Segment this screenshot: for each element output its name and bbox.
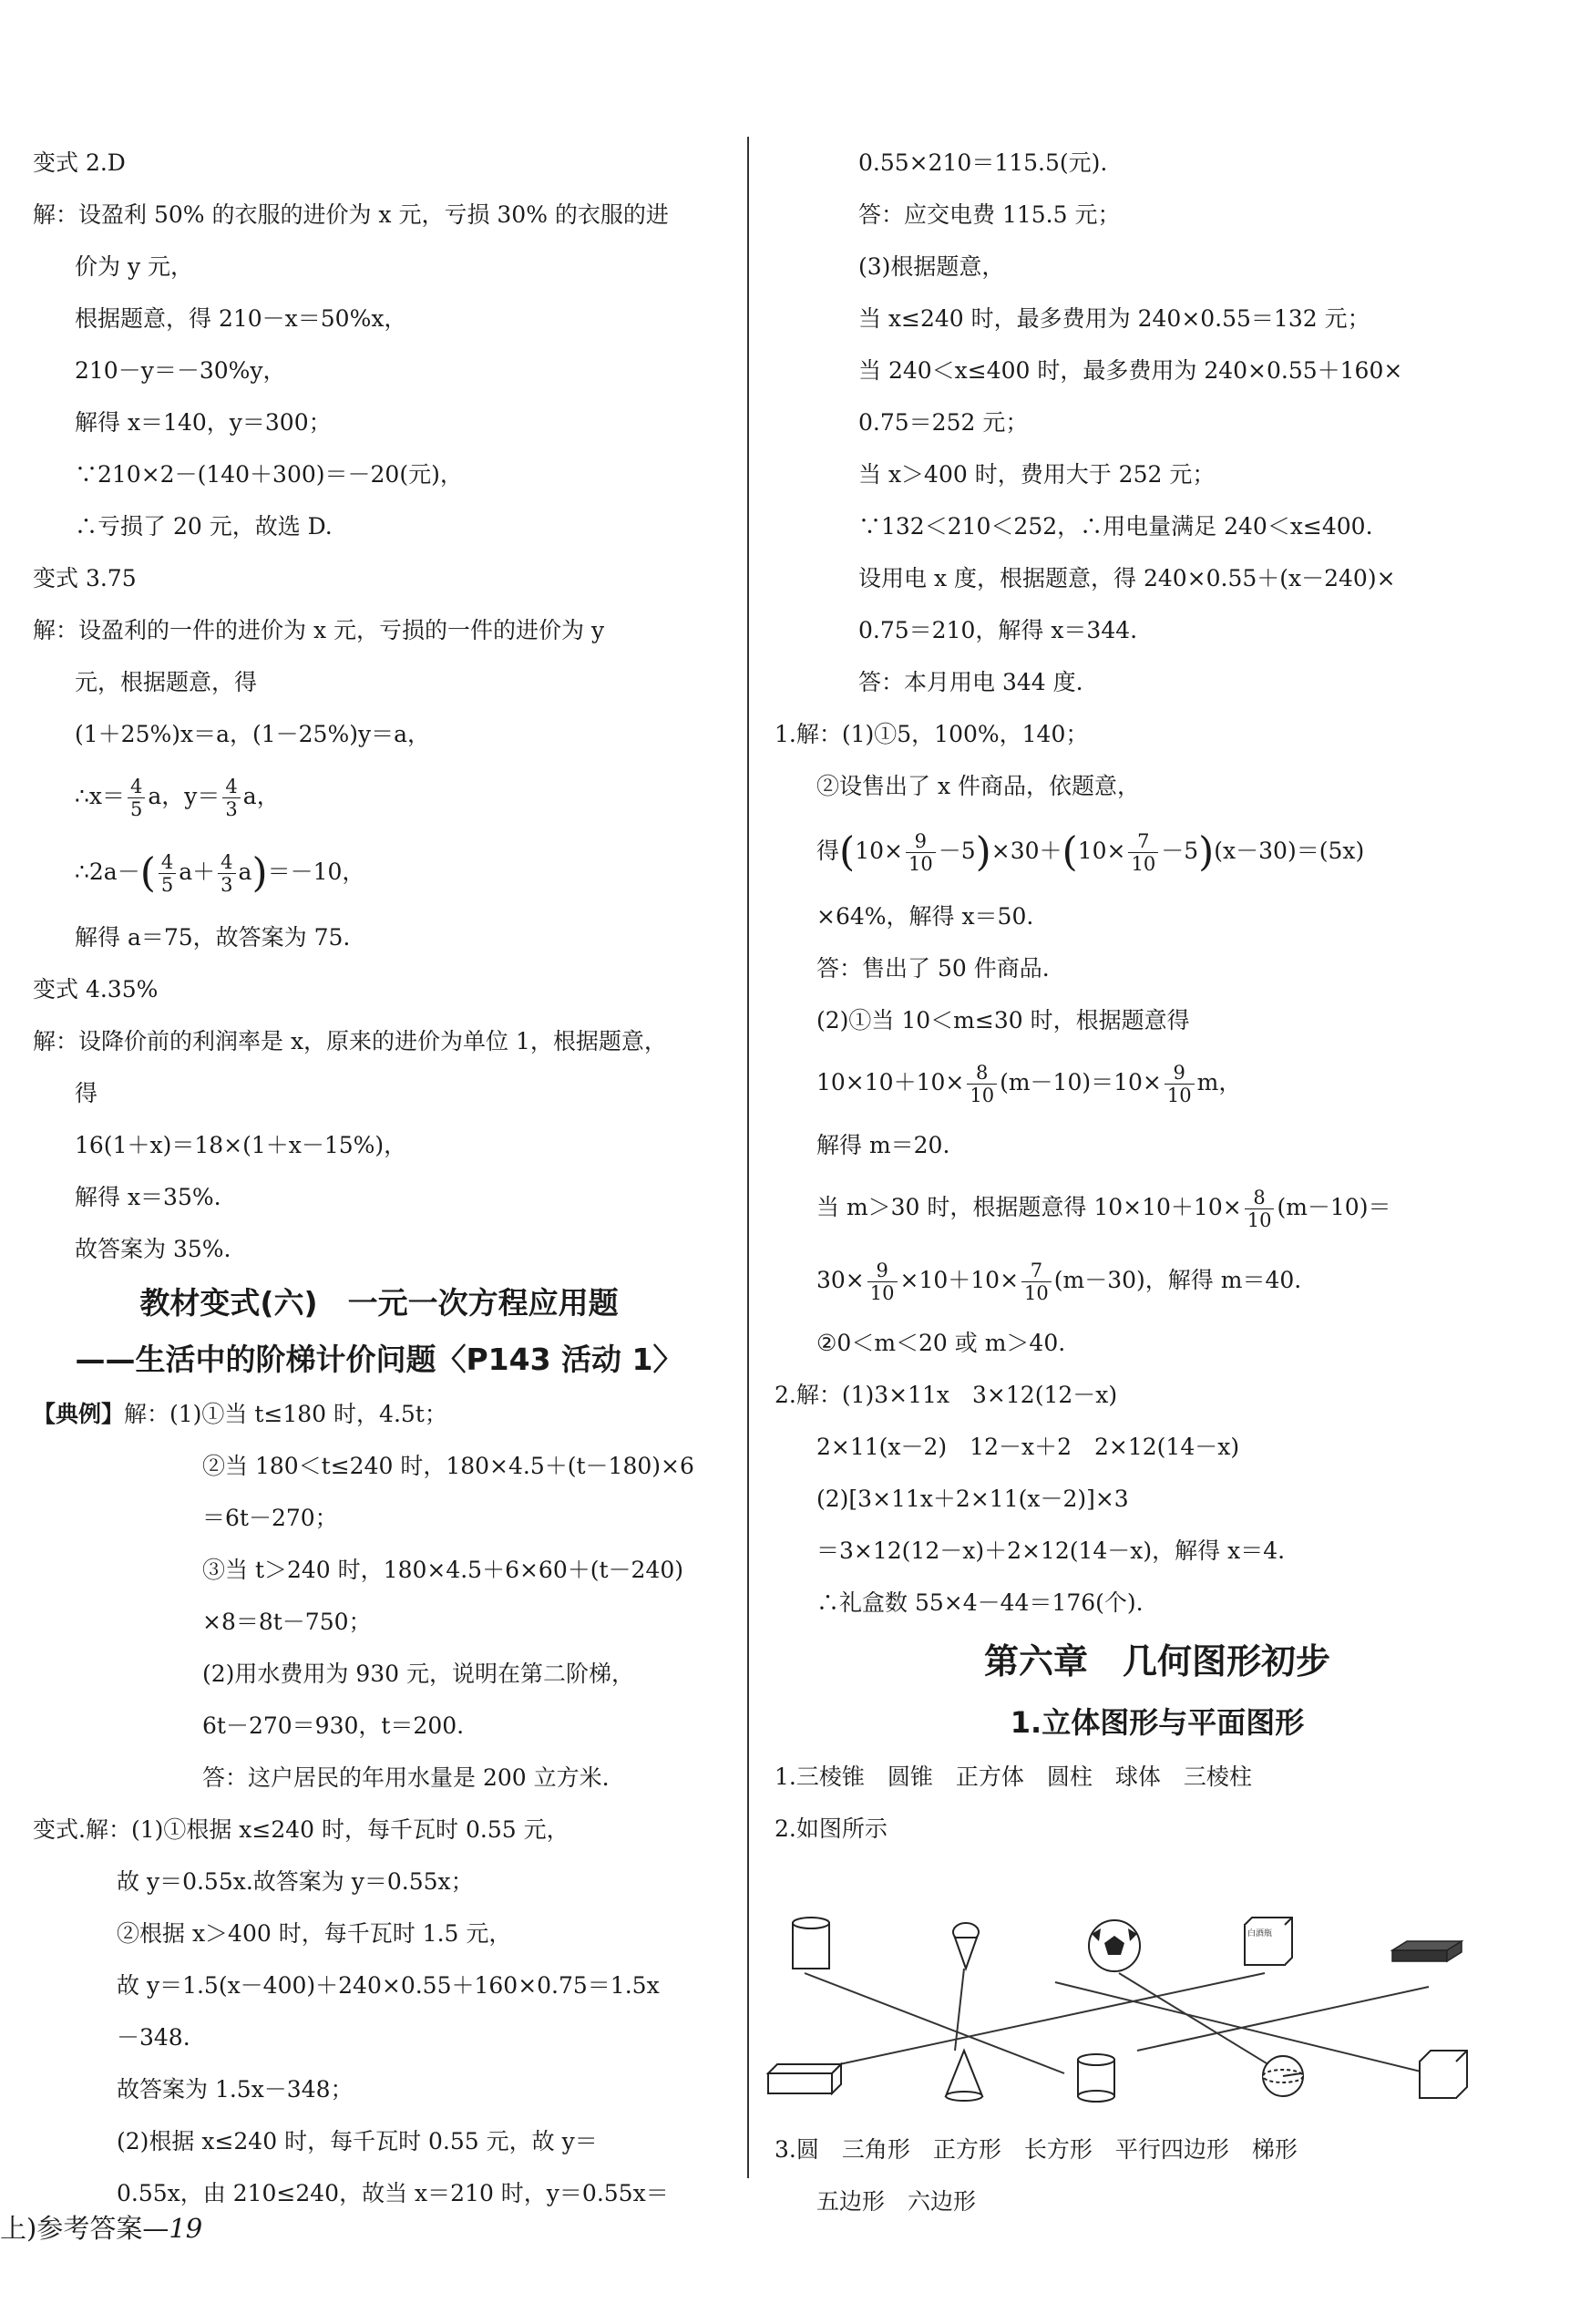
text-line: 0.75＝252 元；	[858, 409, 1029, 436]
cube-shape-icon	[1420, 2051, 1467, 2098]
text-line: ＝3×12(12－x)＋2×12(14－x)，解得 x＝4.	[816, 1537, 1286, 1564]
text-line: 解：设盈利的一件的进价为 x 元，亏损的一件的进价为 y	[33, 617, 605, 643]
fraction: $\frac{8}{10}$	[1245, 1187, 1275, 1231]
text-line: 答：售出了 50 件商品.	[816, 955, 1050, 982]
section-heading: 教材变式(六) 一元一次方程应用题	[139, 1285, 619, 1321]
text-line: ×8＝8t－750；	[202, 1609, 372, 1635]
text-line: 故 y＝1.5(x－400)＋240×0.55＋160×0.75＝1.5x	[117, 1972, 660, 1999]
cube-box-icon	[1245, 1918, 1292, 1965]
text-line: 解得 x＝35%.	[75, 1184, 221, 1210]
text-line: (1＋25%)x＝a，(1－25%)y＝a，	[75, 721, 430, 747]
text-line: 五边形 六边形	[816, 2188, 977, 2215]
fraction: $\frac{7}{10}$	[1128, 830, 1158, 875]
text-line: 变式.解：(1)①根据 x≤240 时，每千瓦时 0.55 元，	[33, 1816, 570, 1843]
formula-line: 得(10× $\frac{9}{10}$ －5)×30＋(10× $\frac{7}{10}$ －5)(x－30)＝(5x)	[816, 828, 1365, 876]
match-line	[805, 1973, 1064, 2073]
formula-line: ∴2a－( $\frac{4}{5}$ a＋ $\frac{4}{3}$ a)＝－10，	[75, 849, 365, 897]
text-line: (2)根据 x≤240 时，每千瓦时 0.55 元，故 y＝	[117, 2128, 598, 2154]
text-line: ∴亏损了 20 元，故选 D.	[75, 513, 333, 540]
text-line: (2)用水费用为 930 元，说明在第二阶梯，	[202, 1661, 635, 1687]
footer-label: 上)参考答案—	[0, 2213, 169, 2244]
text-line: 0.55x，由 210≤240，故当 x＝210 时，y＝0.55x＝	[117, 2180, 669, 2206]
example-line: 【典例】解：(1)①当 t≤180 时，4.5t；	[33, 1401, 447, 1427]
left-paren: (	[139, 849, 156, 897]
formula-line: 当 m＞30 时，根据题意得 10×10＋10× $\frac{8}{10}$ (m－10)＝	[816, 1187, 1391, 1231]
right-paren: )	[251, 849, 268, 897]
cylinder-jar-icon	[793, 1918, 829, 1969]
page-number: 19	[169, 2213, 203, 2244]
fraction: $\frac{8}{10}$	[967, 1062, 997, 1106]
text-line: 1.三棱锥 圆锥 正方体 圆柱 球体 三棱柱	[775, 1764, 1252, 1790]
text-line: 当 x＞400 时，费用大于 252 元；	[858, 461, 1216, 488]
text-line: 当 240＜x≤400 时，最多费用为 240×0.55＋160×	[858, 357, 1403, 384]
rectangular-prism-bar-icon	[1392, 1941, 1462, 1961]
text-line: 变式 4.35%	[33, 976, 159, 1003]
text-line: 答：这户居民的年用水量是 200 立方米.	[202, 1764, 610, 1791]
text-line: ×64%，解得 x＝50.	[816, 903, 1034, 930]
cone-shape-icon	[946, 2051, 982, 2101]
text-line: 3.圆 三角形 正方形 长方形 平行四边形 梯形	[775, 2136, 1298, 2163]
fraction: $\frac{9}{10}$	[906, 830, 936, 875]
page-footer	[0, 2206, 202, 2251]
text-line: 1.解：(1)①5，100%，140；	[775, 721, 1089, 747]
text-line: 解得 m＝20.	[816, 1132, 950, 1158]
text-line: ③当 t＞240 时，180×4.5＋6×60＋(t－240)	[202, 1557, 684, 1583]
section-subheading: ——生活中的阶梯计价问题〈P143 活动 1〉	[75, 1342, 683, 1377]
fraction: $\frac{4}{5}$	[159, 851, 176, 896]
text-line: 答：本月用电 344 度.	[858, 669, 1083, 695]
soccer-ball-icon	[1089, 1920, 1140, 1971]
text-line: ∵210×2－(140＋300)＝－20(元)，	[75, 461, 463, 488]
cuboid-shape-icon	[768, 2064, 841, 2093]
text-line: ②设售出了 x 件商品，依题意，	[816, 773, 1140, 799]
formula-line: 10×10＋10× $\frac{8}{10}$ (m－10)＝10× $\frac{9}{10}$ m，	[816, 1062, 1242, 1106]
example-tag: 【典例】	[33, 1401, 125, 1427]
text-line: 价为 y 元，	[75, 253, 194, 280]
text-line: 当 x≤240 时，最多费用为 240×0.55＝132 元；	[858, 305, 1370, 332]
text-line: 故答案为 1.5x－348；	[117, 2076, 354, 2103]
text-line: 解得 a＝75，故答案为 75.	[75, 924, 351, 951]
text-line: (2)[3×11x＋2×11(x－2)]×3	[816, 1486, 1129, 1512]
formula-line: 30× $\frac{9}{10}$ ×10＋10× $\frac{7}{10}$ (m－30)，解得 m＝40.	[816, 1260, 1302, 1304]
fraction: $\frac{4}{5}$	[128, 776, 145, 820]
text-line: 变式 2.D	[33, 149, 126, 176]
matching-figure	[754, 1914, 1483, 2110]
text-line: ∵132＜210＜252，∴用电量满足 240＜x≤400.	[858, 513, 1373, 540]
text-line: 变式 3.75	[33, 565, 137, 591]
text-line: ∴礼盒数 55×4－44＝176(个).	[816, 1589, 1144, 1616]
text-line: 根据题意，得 210－x＝50%x，	[75, 305, 407, 332]
sphere-shape-icon	[1263, 2056, 1303, 2096]
right-paren: )	[1198, 828, 1215, 876]
left-column	[33, 137, 725, 2219]
text-line: ②根据 x＞400 时，每千瓦时 1.5 元，	[117, 1920, 512, 1947]
text-line: 得	[75, 1080, 98, 1106]
right-column-tail	[775, 2123, 1540, 2227]
text-line: ②0＜m＜20 或 m＞40.	[816, 1330, 1066, 1356]
text-line: (2)①当 10＜m≤30 时，根据题意得	[816, 1007, 1190, 1033]
text-line: 2.解：(1)3×11x 3×12(12－x)	[775, 1382, 1118, 1408]
text-line: 故 y＝0.55x.故答案为 y＝0.55x；	[117, 1868, 474, 1895]
fraction: $\frac{7}{10}$	[1021, 1260, 1052, 1304]
text-line: 答：应交电费 115.5 元；	[858, 201, 1121, 228]
match-line	[1137, 1987, 1429, 2051]
text-line: 解：设盈利 50% 的衣服的进价为 x 元，亏损 30% 的衣服的进	[33, 201, 669, 228]
text-line: －348.	[117, 2024, 190, 2051]
ice-cream-cone-icon	[953, 1923, 979, 1969]
text-line: 解得 x＝140，y＝300；	[75, 409, 332, 436]
text-line: 210－y＝－30%y，	[75, 357, 286, 384]
text-line: 0.75＝210，解得 x＝344.	[858, 617, 1138, 643]
chapter-heading: 第六章 几何图形初步	[983, 1641, 1330, 1681]
formula-line: ∴x＝ $\frac{4}{5}$ a，y＝ $\frac{4}{3}$ a，	[75, 776, 280, 820]
text-line: 解：设降价前的利润率是 x，原来的进价为单位 1，根据题意，	[33, 1028, 667, 1054]
text-line: 故答案为 35%.	[75, 1236, 231, 1262]
fraction: $\frac{9}{10}$	[867, 1260, 898, 1304]
text-line: ＝6t－270；	[202, 1505, 338, 1531]
text-line: (3)根据题意，	[858, 253, 1005, 280]
text-line: 6t－270＝930，t＝200.	[202, 1712, 465, 1739]
fraction: $\frac{9}{10}$	[1165, 1062, 1195, 1106]
text-line: 2.如图所示	[775, 1815, 888, 1842]
text-line: 2×11(x－2) 12－x＋2 2×12(14－x)	[816, 1434, 1240, 1460]
fraction: $\frac{4}{3}$	[222, 776, 240, 820]
right-paren: )	[975, 828, 991, 876]
text-line: 设用电 x 度，根据题意，得 240×0.55＋(x－240)×	[858, 565, 1396, 591]
text-line: 0.55×210＝115.5(元).	[858, 149, 1108, 176]
left-paren: (	[839, 828, 856, 876]
cylinder-shape-icon	[1078, 2054, 1114, 2102]
section-heading: 1.立体图形与平面图形	[1010, 1705, 1305, 1740]
text-line: 16(1＋x)＝18×(1＋x－15%)，	[75, 1132, 407, 1158]
right-column	[775, 137, 1540, 1855]
text-line: ②当 180＜t≤240 时，180×4.5＋(t－180)×6	[202, 1453, 694, 1479]
box-label: 白酒瓶	[1247, 1929, 1273, 1938]
fraction: $\frac{4}{3}$	[218, 851, 235, 896]
text-line: 元，根据题意，得	[75, 669, 258, 695]
left-paren: (	[1062, 828, 1078, 876]
column-divider	[747, 137, 749, 2178]
